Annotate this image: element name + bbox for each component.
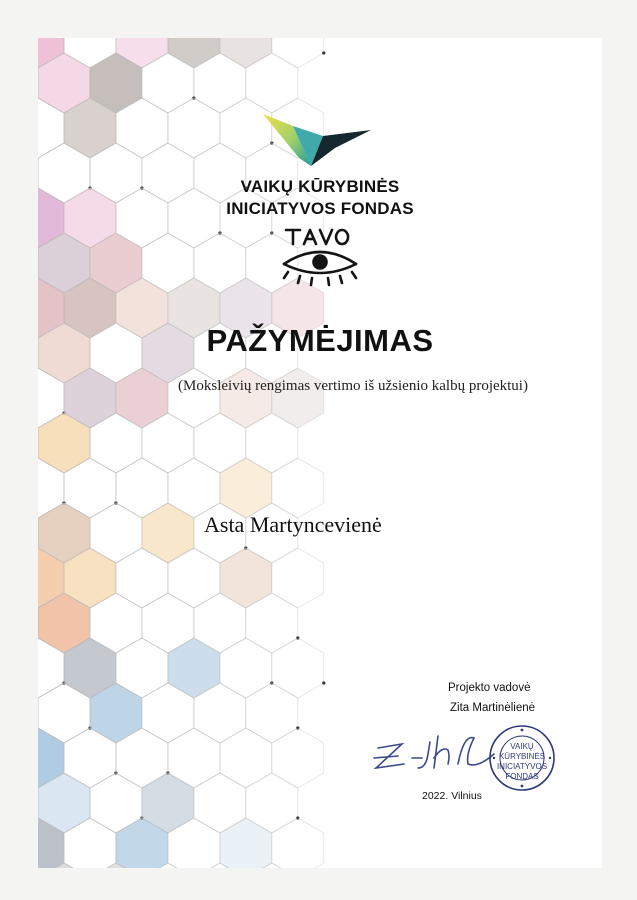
hexagon-tile (246, 683, 298, 743)
certificate-page (38, 38, 602, 868)
hexagon-tile (220, 728, 272, 788)
organization-name (38, 176, 602, 220)
hexagon-tile (168, 638, 220, 698)
stamp-text-line3: INICIATYVOS (496, 762, 548, 771)
handwritten-signature (368, 724, 508, 784)
organization-name-line2: INICIATYVOS FONDAS (226, 199, 414, 218)
eye-logo-icon (278, 226, 362, 290)
hexagon-tile (272, 458, 324, 518)
organization-name-line1: VAIKŲ KŪRYBINĖS (240, 177, 400, 196)
stamp-text-line2: KŪRYBINĖS (498, 752, 546, 761)
signatory-role: Projekto vadovė (448, 682, 531, 694)
stamp-text (488, 742, 556, 782)
hexagon-tile (220, 548, 272, 608)
stamp-text-line1: VAIKŲ (510, 742, 534, 751)
hexagon-tile (220, 38, 272, 68)
stamp-text-line4: FONDAS (505, 772, 539, 781)
hexagon-tile (272, 818, 324, 868)
recipient-name: Asta Martyncevienė (204, 512, 382, 537)
signatory-name: Zita Martinėlienė (450, 702, 536, 714)
hexagon-tile (168, 98, 220, 158)
hexagon-tile (272, 638, 324, 698)
foundation-logo-bird-icon (263, 108, 375, 172)
hexagon-node-dot (322, 51, 325, 54)
hexagon-tile (168, 38, 220, 68)
certificate-subtitle: (Moksleivių rengimas vertimo iš užsienio kalbų projektui) (178, 378, 528, 394)
hexagon-tile (220, 368, 272, 428)
issue-date-place: 2022. Vilnius (422, 790, 482, 802)
hexagon-tile (142, 503, 194, 563)
hexagon-tile (272, 38, 324, 68)
hexagon-tile (220, 638, 272, 698)
hexagon-tile (220, 458, 272, 518)
certificate-title: PAŽYMĖJIMAS (206, 323, 434, 358)
hexagon-tile (272, 368, 324, 428)
hexagon-tile (272, 548, 324, 608)
hexagon-tile (272, 728, 324, 788)
hexagon-node-dot (322, 681, 325, 684)
hexagon-tile (220, 818, 272, 868)
